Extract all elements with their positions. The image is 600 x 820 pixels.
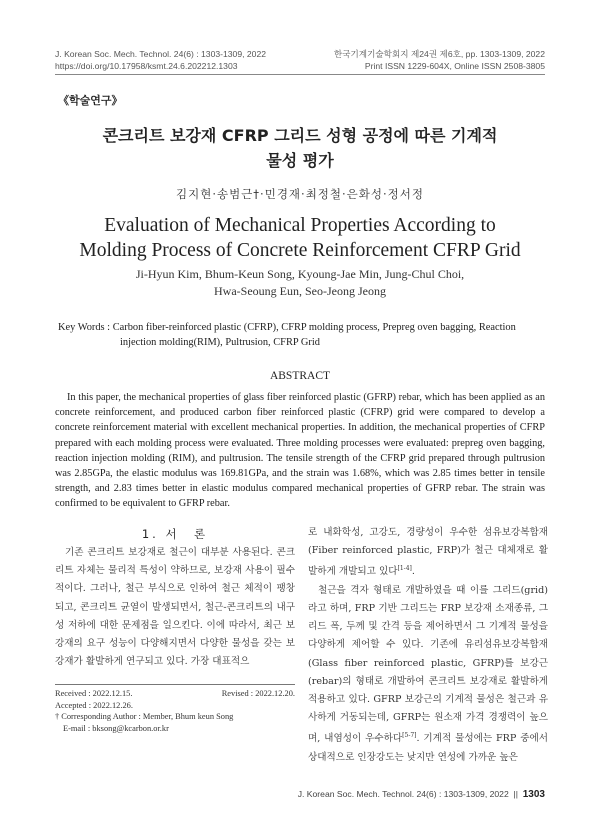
right-column xyxy=(308,524,548,767)
korean-title xyxy=(60,123,540,173)
para-end: . xyxy=(411,566,415,578)
abstract-text: In this paper, the mechanical properties of glass fiber reinforced plastic (GFRP) rebar, which has been applied as an concrete reinforcement, and produced carbon fiber reinforced plastic (CFRP) grid were compared to develop a concrete reinforcement material with excellent mechanical properties. In addition, the mechanical properties of CFRP prepared with each molding process were evaluated. Three molding processes were evaluated: prepreg oven bagging, reaction injection molding (RIM), and pultrusion. The tensile strength of the CFRP grid prepared through pultrusion was 2.85GPa, the elastic modulus was 169.81GPa, and the strain was 1.68%, which was 2.85 times better in tensile strength, and 2.83 times better in elastic modulus compared mechanical properties of GFRP rebar. The strain was confirmed to be equivalent to GFRP rebar. xyxy=(55,392,545,510)
keywords-label: Key Words : xyxy=(58,322,111,333)
footnote-rule xyxy=(55,684,295,685)
korean-title-line1: 콘크리트 보강재 CFRP 그리드 성형 공정에 따른 기계적 xyxy=(102,126,498,145)
english-title xyxy=(40,213,560,263)
journal-citation-header xyxy=(55,48,266,72)
accepted-date: Accepted : 2022.12.26. xyxy=(55,700,133,710)
korean-title-line2: 물성 평가 xyxy=(266,151,334,170)
journal-korean-citation: 한국기계기술학회지 제24권 제6호, pp. 1303-1309, 2022 xyxy=(333,49,545,59)
english-authors-line1: Ji-Hyun Kim, Bhum-Keun Song, Kyoung-Jae Min, Jung-Chul Choi, xyxy=(135,267,465,281)
journal-issn-header xyxy=(334,48,545,72)
grid-paragraph xyxy=(308,582,548,767)
revised-date: Revised : 2022.12.20. xyxy=(221,689,295,698)
section-heading-introduction: 1. 서 론 xyxy=(141,527,209,541)
keywords-line2: injection molding(RIM), Pultrusion, CFRP Grid xyxy=(120,337,320,348)
abstract-heading: ABSTRACT xyxy=(269,370,331,382)
issn-info: Print ISSN 1229-604X, Online ISSN 2508-3805 xyxy=(364,61,545,71)
article-category: 《학술연구》 xyxy=(58,94,123,107)
intro-paragraph-continued xyxy=(308,524,548,582)
korean-authors: 김지현·송범근†·민경재·최정철·은화성·정서정 xyxy=(176,187,424,201)
keywords-line1: Carbon fiber-reinforced plastic (CFRP), CFRP molding process, Prepreg oven bagging, Reaction xyxy=(112,322,516,333)
header-rule xyxy=(55,74,545,75)
english-title-line1: Evaluation of Mechanical Properties According to xyxy=(104,215,496,236)
intro-paragraph: 기존 콘크리트 보강재로 철근이 대부분 사용된다. 콘크리트 자체는 물리적 특성이 약하므로, 보강재 사용이 필수적이다. 그러나, 철근 부식으로 인하여 철근 체적이 팽창 되고, 콘크리트 균열이 발생되면서, 철근-콘크리트의 내구성 저하에 대한 문제점을 일으킨다. 이에 따라서, 최근 보강재의 요구 성능이 다양해지면서 다양한 물성을 갖는 보강재가 활발하게 연구되고 있다. 가장 대표적으 xyxy=(55,547,295,668)
english-authors xyxy=(60,266,540,300)
received-date: Received : 2022.12.15. xyxy=(55,689,133,698)
journal-citation: J. Korean Soc. Mech. Technol. 24(6) : 1303-1309, 2022 xyxy=(55,49,266,59)
keywords-block xyxy=(58,320,548,350)
page-number: 1303 xyxy=(522,789,545,800)
english-title-line2: Molding Process of Concrete Reinforcement CFRP Grid xyxy=(79,240,521,261)
para-text-end: . 기계적 물성에는 FRP 중에서 상대적으로 인장강도는 낮지만 연성에 가까운 높은 xyxy=(308,733,548,763)
para-text: 철근을 격자 형태로 개발하였을 때 이를 그리드(grid)라고 하며, FRP 기반 그리드는 FRP 보강재 소재종류, 그리드 폭, 두께 및 간격 등을 제어하면서 그 기계적 물성을 다양하게 제어할 수 있다. 기존에 유리섬유보강복합재(Glass fiber reinforced plastic, GFRP)를 보강근(rebar)의 형태로 개발하여 콘크리트 보강재로 활발하게 적용하고 있다. GFRP 보강근의 기계적 물성은 철근과 유사하게 거동되는데, GFRP는 원소재 가격 경쟁력이 높으며, 내염성이 우수하다 xyxy=(308,584,548,745)
footer-citation: J. Korean Soc. Mech. Technol. 24(6) : 1303-1309, 2022 xyxy=(297,789,509,799)
citation-ref[interactable]: [1-4] xyxy=(397,565,412,573)
para-text: 로 내화학성, 고강도, 경량성이 우수한 섬유보강복합재(Fiber reinforced plastic, FRP)가 철근 대체재로 활발하게 개발되고 있다 xyxy=(308,527,548,578)
footnote-block xyxy=(55,688,295,734)
corresponding-author: † Corresponding Author : Member, Bhum keun Song xyxy=(55,712,234,722)
left-column xyxy=(55,544,295,671)
footer-separator: || xyxy=(511,789,521,799)
doi-link[interactable]: https://doi.org/10.17958/ksmt.24.6.202212.1303 xyxy=(55,61,238,71)
english-authors-line2: Hwa-Seoung Eun, Seo-Jeong Jeong xyxy=(214,284,386,298)
author-email[interactable]: E-mail : bksong@kcarbon.or.kr xyxy=(63,723,169,733)
page-footer xyxy=(298,789,545,800)
citation-ref[interactable]: [5-7] xyxy=(402,732,417,740)
